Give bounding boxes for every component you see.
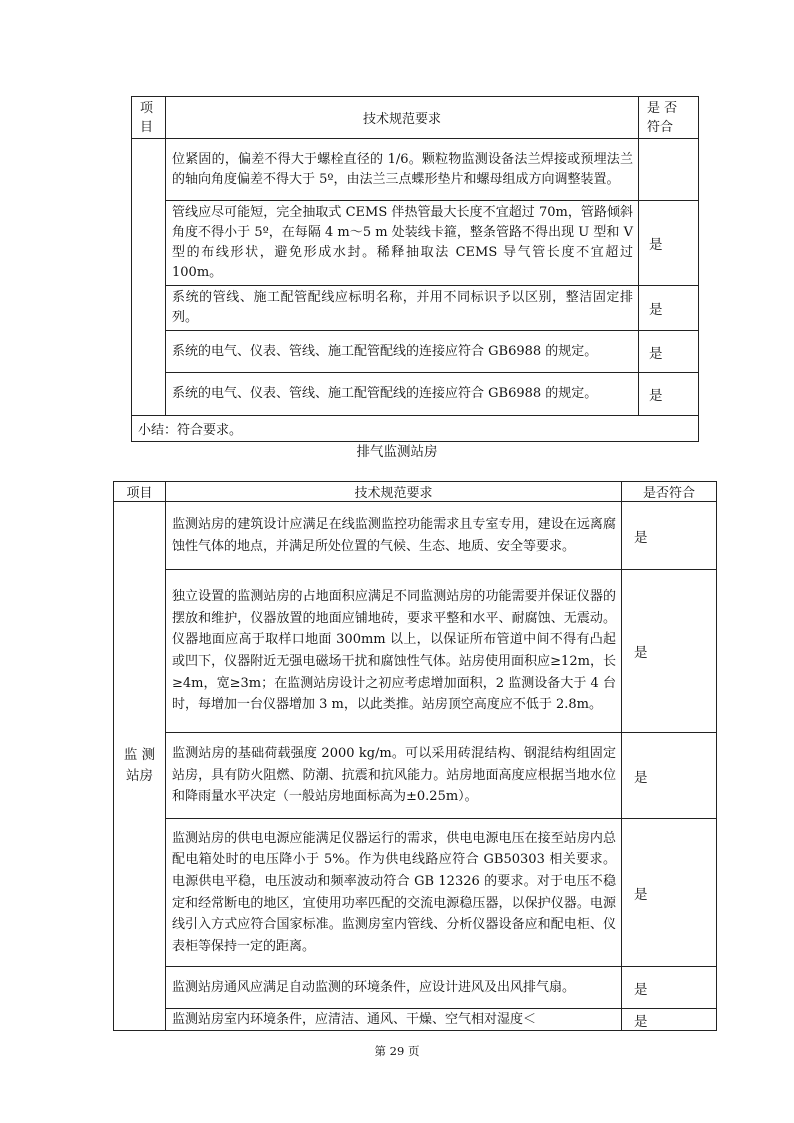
compliance-cell: 是 [622, 502, 717, 570]
table-row [114, 502, 717, 570]
installation-requirements-table [131, 96, 699, 442]
requirement-cell: 监测站房的供电电源应能满足仪器运行的需求，供电电源电压在接至站房内总配电箱处时的电压降小于 5%。作为供电线路应符合 GB50303 相关要求。电源供电平稳，电压波动和频率波动符合 GB 12326 的要求。对于电压不稳定和经常断电的地区，宜使用功率匹配的交流电源稳压器，以保护仪器。电源线引入方式应符合国家标准。监测房室内管线、分析仪器设备应和配电柜、仪表柜等保持一定的距离。 [166, 819, 622, 967]
compliance-cell: 是 [622, 819, 717, 967]
compliance-header: 是否符合 [622, 482, 717, 502]
compliance-cell: 是 [622, 733, 717, 819]
table-header-row [114, 482, 717, 502]
item-cell [132, 139, 166, 416]
page-number: 第 29 页 [374, 1044, 420, 1058]
requirement-cell: 系统的电气、仪表、管线、施工配管配线的连接应符合 GB6988 的规定。 [166, 331, 639, 373]
table-row [114, 570, 717, 733]
table-row [132, 331, 699, 373]
requirement-header: 技术规范要求 [166, 97, 639, 139]
summary-cell: 小结：符合要求。 [132, 416, 699, 442]
category-label: 监 测 站房 [123, 747, 156, 784]
summary-row [132, 416, 699, 442]
compliance-header: 是 否 符合 [639, 97, 699, 139]
table-row [132, 201, 699, 286]
table-row [132, 139, 699, 201]
requirement-cell: 管线应尽可能短，完全抽取式 CEMS 伴热管最大长度不宜超过 70m，管路倾斜角度不得小于 5º，在每隔 4 m～5 m 处装线卡箍，整条管路不得出现 U 型和 V 型的布线形状，避免形成水封。稀释抽取法 CEMS 导气管长度不宜超过 100m。 [166, 201, 639, 286]
compliance-cell: 是 [622, 570, 717, 733]
requirement-cell: 系统的电气、仪表、管线、施工配管配线的连接应符合 GB6988 的规定。 [166, 373, 639, 416]
requirement-cell: 监测站房的基础荷载强度 2000 kg/m。可以采用砖混结构、钢混结构组固定站房，具有防火阻燃、防潮、抗震和抗风能力。站房地面高度应根据当地水位和降雨量水平决定（一般站房地面标高为±0.25m）。 [166, 733, 622, 819]
table-row [114, 733, 717, 819]
compliance-cell [639, 139, 699, 201]
requirement-header: 技术规范要求 [166, 482, 622, 502]
table-header-row [132, 97, 699, 139]
table-row [132, 373, 699, 416]
table-row [114, 819, 717, 967]
compliance-cell: 是 [622, 1009, 717, 1031]
category-cell [114, 502, 166, 1031]
requirement-cell: 监测站房的建筑设计应满足在线监测监控功能需求且专室专用，建设在远离腐蚀性气体的地点，并满足所处位置的气候、生态、地质、安全等要求。 [166, 502, 622, 570]
requirement-cell: 监测站房通风应满足自动监测的环境条件，应设计进风及出风排气扇。 [166, 967, 622, 1009]
monitoring-station-table [113, 481, 717, 1031]
compliance-cell: 是 [639, 201, 699, 286]
requirement-cell: 系统的管线、施工配管配线应标明名称，并用不同标识予以区别，整洁固定排列。 [166, 286, 639, 331]
compliance-cell: 是 [639, 331, 699, 373]
compliance-cell: 是 [622, 967, 717, 1009]
table-row [132, 286, 699, 331]
requirement-cell: 独立设置的监测站房的占地面积应满足不同监测站房的功能需要并保证仪器的摆放和维护，仪器放置的地面应铺地砖，要求平整和水平、耐腐蚀、无震动。仪器地面应高于取样口地面 300mm 以上，以保证所布管道中间不得有凸起或凹下，仪器附近无强电磁场干扰和腐蚀性气体。站房使用面积应≥12m，长≥4m，宽≥3m；在监测站房设计之初应考虑增加面积，2 监测设备大于 4 台时，每增加一台仪器增加 3 m，以此类推。站房顶空高度应不低于 2.8m。 [166, 570, 622, 733]
item-header: 项 目 [132, 97, 166, 139]
item-header: 项目 [114, 482, 166, 502]
table-row [114, 967, 717, 1009]
table-caption: 排气监测站房 [356, 444, 438, 460]
requirement-cell: 监测站房室内环境条件，应清洁、通风、干燥、空气相对湿度＜ [166, 1009, 622, 1031]
compliance-cell: 是 [639, 286, 699, 331]
compliance-cell: 是 [639, 373, 699, 416]
requirement-cell: 位紧固的，偏差不得大于螺栓直径的 1/6。颗粒物监测设备法兰焊接或预埋法兰的轴向角度偏差不得大于 5º，由法兰三点蝶形垫片和螺母组成方向调整装置。 [166, 139, 639, 201]
table-row [114, 1009, 717, 1031]
